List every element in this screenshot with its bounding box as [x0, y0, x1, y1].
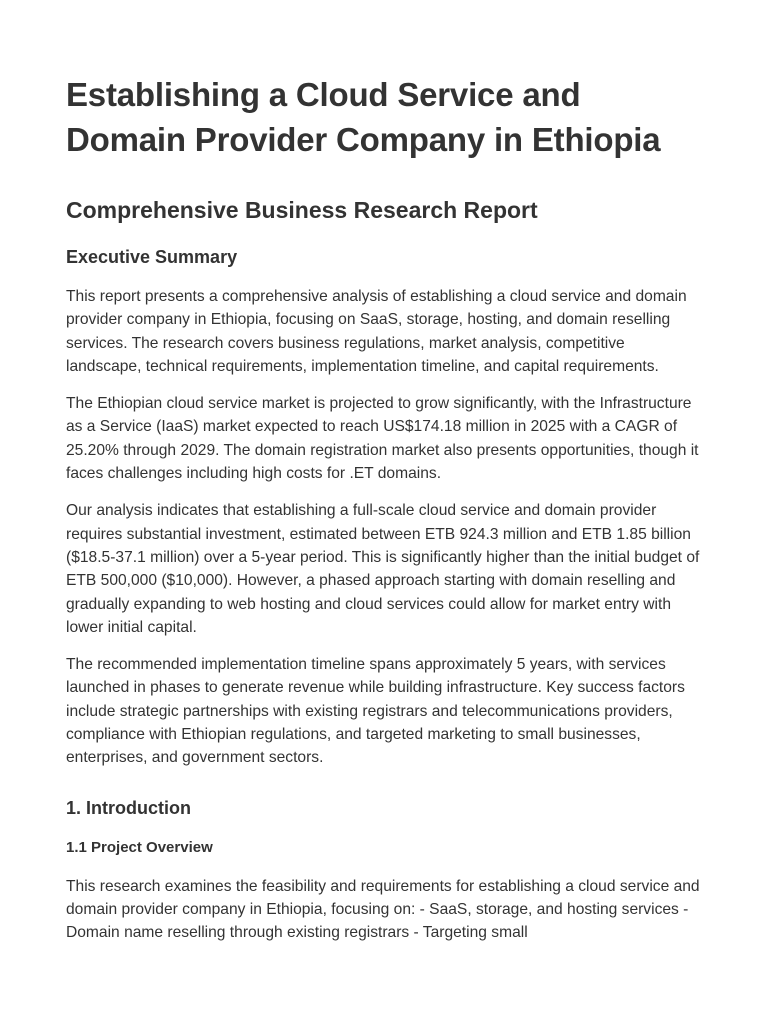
project-overview-heading: 1.1 Project Overview — [66, 838, 213, 856]
document-subtitle: Comprehensive Business Research Report — [66, 197, 538, 223]
introduction-heading: 1. Introduction — [66, 797, 191, 818]
executive-summary-paragraph-3: Our analysis indicates that establishing a full-scale cloud service and domain provider requires substantial investment, estimated between ETB 924.3 million and ETB 1.85 billion ($18.5-37.1 million) over a 5-year period. This is significantly higher than the initial budget of ETB 500,000 ($10,000). However, a phased approach starting with domain reselling and gradually expanding to web hosting and cloud services could allow for market entry with lower initial capital. — [66, 502, 700, 636]
executive-summary-heading: Executive Summary — [66, 247, 238, 267]
executive-summary-paragraph-4: The recommended implementation timeline spans approximately 5 years, with services launched in phases to generate revenue while building infrastructure. Key success factors include strategic partnerships with existing registrars and telecommunications providers, compliance with Ethiopian regulations, and targeted marketing to small businesses, enterprises, and government sectors. — [66, 656, 685, 767]
document-title: Establishing a Cloud Service and Domain Provider Company in Ethiopia — [66, 76, 661, 158]
project-overview-paragraph: This research examines the feasibility and requirements for establishing a cloud service and domain provider company in Ethiopia, focusing on: - SaaS, storage, and hosting services - Domain name reselling through existing registrars - Targeting small — [66, 877, 700, 942]
executive-summary-paragraph-2: The Ethiopian cloud service market is projected to grow significantly, with the Infrastructure as a Service (IaaS) market expected to reach US$174.18 million in 2025 with a CAGR of 25.20% through 2029. The domain registration market also presents opportunities, though it faces challenges including high costs for .ET domains. — [66, 395, 699, 483]
executive-summary-paragraph-1: This report presents a comprehensive analysis of establishing a cloud service and domain provider company in Ethiopia, focusing on SaaS, storage, hosting, and domain reselling services. The research covers business regulations, market analysis, competitive landscape, technical requirements, implementation timeline, and capital requirements. — [66, 288, 687, 375]
